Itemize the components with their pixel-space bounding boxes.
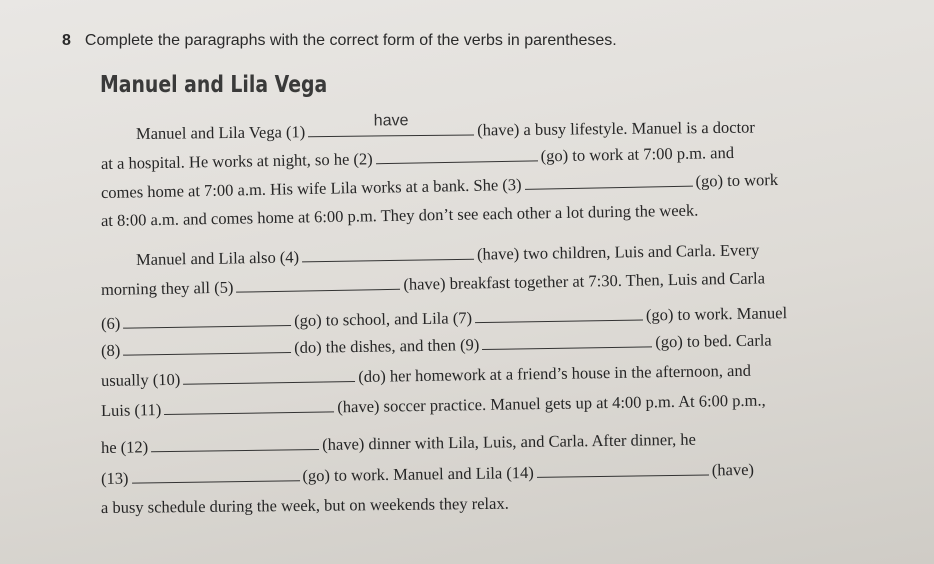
passage-line xyxy=(101,143,734,174)
passage-line xyxy=(101,201,699,231)
passage-text: (have) xyxy=(711,459,755,480)
handwritten-answer xyxy=(475,296,643,299)
passage-text: at 8:00 a.m. and comes home at 6:00 p.m. They don’t see each other a lot during the week. xyxy=(100,200,699,230)
exercise-instruction xyxy=(62,32,617,50)
passage-line xyxy=(101,391,766,421)
handwritten-answer: have xyxy=(373,112,409,130)
passage-text: he (12) xyxy=(100,437,149,457)
answer-blank[interactable] xyxy=(376,146,538,164)
answer-blank[interactable] xyxy=(236,275,400,293)
handwritten-answer xyxy=(302,236,474,239)
passage-line xyxy=(101,494,509,518)
answer-blank[interactable] xyxy=(537,461,709,478)
answer-blank[interactable] xyxy=(302,245,474,263)
exercise-number: 8 xyxy=(62,32,71,49)
passage-text: morning they all (5) xyxy=(100,277,234,299)
answer-blank[interactable] xyxy=(524,172,692,190)
passage-text: (have) soccer practice. Manuel gets up at 4:00 p.m. At 6:00 p.m., xyxy=(337,390,766,417)
passage-title: Manuel and Lila Vega xyxy=(100,72,328,98)
passage-text: (go) to work xyxy=(695,170,779,191)
answer-blank[interactable] xyxy=(475,305,643,323)
passage-line xyxy=(101,303,787,334)
passage-text: Luis (11) xyxy=(100,400,162,420)
passage-text: Manuel and Lila Vega (1) xyxy=(135,122,306,143)
answer-blank[interactable] xyxy=(123,311,291,329)
passage-text: (have) a busy lifestyle. Manuel is a doctor xyxy=(477,117,755,140)
passage-text: a busy schedule during the week, but on weekends they relax. xyxy=(100,493,509,517)
handwritten-answer xyxy=(123,302,291,305)
passage-line xyxy=(101,361,751,391)
passage-text: (go) to work at 7:00 p.m. and xyxy=(540,142,735,166)
passage-text: (8) xyxy=(100,340,121,360)
passage-text: (go) to bed. Carla xyxy=(655,330,772,352)
passage-text: (do) the dishes, and then (9) xyxy=(294,335,480,357)
passage-text: (have) breakfast together at 7:30. Then, Luis and Carla xyxy=(403,268,766,294)
passage-line xyxy=(101,430,696,458)
passage-line xyxy=(136,240,760,270)
passage-text: Manuel and Lila also (4) xyxy=(135,247,300,269)
handwritten-answer xyxy=(131,457,299,459)
passage-line xyxy=(135,112,755,144)
passage-text: (have) two children, Luis and Carla. Every xyxy=(476,240,760,264)
answer-blank[interactable] xyxy=(482,332,652,350)
passage-text: (13) xyxy=(100,468,129,488)
answer-blank[interactable] xyxy=(308,112,474,137)
handwritten-answer xyxy=(151,426,319,428)
passage-line xyxy=(101,170,778,203)
passage-text: at a hospital. He works at night, so he (2) xyxy=(100,149,373,173)
answer-blank[interactable] xyxy=(151,435,319,452)
handwritten-answer xyxy=(537,452,709,454)
passage-line xyxy=(101,330,772,361)
passage-line xyxy=(101,268,765,300)
answer-blank[interactable] xyxy=(164,397,334,415)
passage-text: (go) to work. Manuel xyxy=(645,303,788,325)
passage-text: (go) to school, and Lila (7) xyxy=(294,308,473,330)
passage-text: comes home at 7:00 a.m. His wife Lila works at a bank. She (3) xyxy=(100,174,522,202)
passage-text: (have) dinner with Lila, Luis, and Carla. After dinner, he xyxy=(322,429,696,454)
answer-blank[interactable] xyxy=(123,338,291,356)
instruction-text: Complete the paragraphs with the correct form of the verbs in parentheses. xyxy=(84,32,617,49)
passage-text: (go) to work. Manuel and Lila (14) xyxy=(302,462,534,486)
passage-text: usually (10) xyxy=(100,369,181,390)
answer-blank[interactable] xyxy=(183,367,355,385)
passage-text: (do) her homework at a friend’s house in the afternoon, and xyxy=(358,360,752,386)
passage-text: (6) xyxy=(100,313,121,333)
passage-line xyxy=(101,460,754,489)
answer-blank[interactable] xyxy=(131,466,299,483)
